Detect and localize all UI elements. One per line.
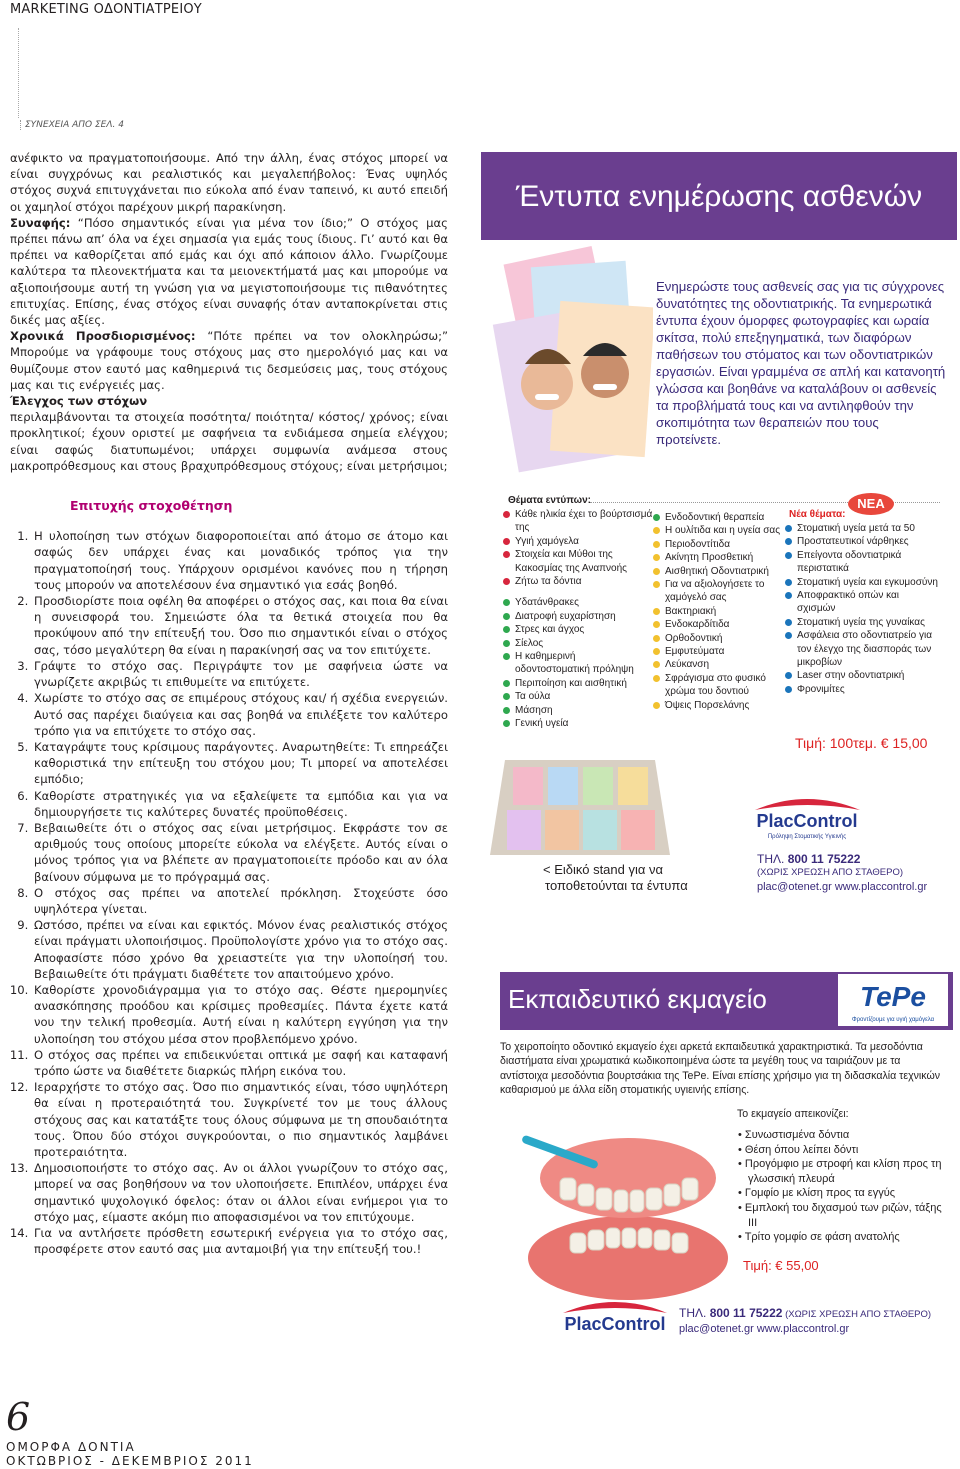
stand-photo	[485, 755, 675, 860]
brand-name: TePe	[860, 981, 926, 1012]
control-text: περιλαμβάνονται τα στοιχεία ποσότητα/ ποιότητα/ κόστος/ χρόνος; είναι προκλητικοί; έχουν οριστεί με σαφήνεια τα ενδιάμεσα σημεία ελέγχου; είναι σαφώς διατυπωμένοι; υπάρχει συμφωνία ανάμεσα στους μακροπρόθεσμους και στους βραχυπρόθεσμους στόχους; είναι μετρήσιμοι;	[10, 410, 448, 473]
ad1-price: Τιμή: 100τεμ. € 15,00	[795, 735, 928, 751]
topic-item: Για να αξιολογήσετε το χαμόγελό σας	[653, 578, 781, 605]
timebound-text: “Πότε πρέπει να τον ολοκληρώσω;” Μπορούμε να γράφουμε τους στόχους μας στο ημερολόγιό μας και να θυμίζουμε στον εαυτό μας καθημερινά τις δεσμεύσεις μας, τους στόχους μας και τις ενέργειές μας.	[10, 329, 448, 392]
topic-item: Ενδοδοντική θεραπεία	[653, 511, 781, 524]
step-item: 2. Προσδιορίστε ποια οφέλη θα αποφέρει ο στόχος σας, και ποια θα είναι η συνεισφορά του. Σημειώστε όλα τα θετικά στοιχεία που θα προκύψουν από την επίτευξή του. Όσο πιο σημαντικόι είναι ο στόχος σας, τόσο μεγαλύτερη θα είναι η παρακίνησή σας να τον επιτύχετε.	[32, 593, 448, 658]
continued-note: ΣΥΝΕΧΕΙΑ ΑΠΟ ΣΕΛ. 4	[20, 120, 124, 130]
topic-item: Ακίνητη Προσθετική	[653, 551, 781, 564]
logo-subtext: Πρόληψη Στοματικής Υγιεινής	[767, 834, 847, 840]
feature-item: • Γομφίο με κλίση προς τα εγγύς	[738, 1187, 896, 1200]
topic-item: Σίελος	[503, 637, 653, 650]
brochures-photo	[485, 244, 653, 480]
step-item: 1. Η υλοποίηση των στόχων διαφοροποιείται από άτομο σε άτομο και σαφώς δεν υπάρχει ένας και μοναδικός τρόπος για την πραγματοποίησή τους. Υπάρχουν ορισμένοι κανόνες που η τήρηση τους μπορούν να αποτελέσουν ένα σημαντικό για εσάς βοηθό.	[32, 528, 448, 593]
relevance-text: “Πόσο σημαντικός είναι για μένα τον ίδιο;” Ο στόχος μας πρέπει πάνω απ’ όλα να έχει σημασία για εμάς τους ίδιους. Γι’ αυτό και θα πρέπει να καθορίζεται από εμάς και όχι από κάποιον άλλο. Γνωρίζουμε καλύτερα τα πλεονεκτήματα και τα μειονεκτήματά μας και μπορούμε να αξιοποιήσουμε αυτή τη γνώση για να μεγιστοποιήσουμε τις πιθανότητες επιτυχίας. Επίσης, ένας στόχος είναι συναφής όταν ανταποκρίνεται στις δικές μας αξίες.	[10, 215, 448, 328]
relevance-paragraph	[10, 215, 448, 328]
tepe-logo	[838, 974, 948, 1026]
ad2-price: Τιμή: € 55,00	[743, 1258, 819, 1273]
topic-item: Ορθοδοντική	[653, 632, 781, 645]
steps-list	[10, 528, 448, 1257]
phone-note: (ΧΩΡΙΣ ΧΡΕΩΣΗ ΑΠΟ ΣΤΑΘΕΡΟ)	[782, 1309, 932, 1320]
topic-item: Φρονιμίτες	[785, 683, 940, 696]
article-intro: ανέφικτο να πραγματοποιήσουμε. Από την άλλη, ένας στόχος μπορεί να είναι συγχρόνως και ρεαλιστικός και μεγαλεπήβολος: Ένας υψηλός στόχος συχνά επιτυγχάνεται πιο εύκολα από έναν ταπεινό, κι αυτό επειδή οι χαμηλοί στόχοι παρέχουν μικρή παρακίνηση.	[10, 151, 448, 214]
placcontrol-logo	[555, 1295, 675, 1347]
topic-item: Διατροφή ευχαρίστηση	[503, 610, 653, 623]
topic-item: Βακτηριακή	[653, 605, 781, 618]
topic-item: Σφράγισμα στο φυσικό χρώμα του δοντιού	[653, 672, 781, 699]
placcontrol-logo	[745, 792, 870, 844]
topic-item: Λεύκανση	[653, 658, 781, 671]
timebound-label: Χρονικά Προσδιορισμένος:	[10, 329, 196, 344]
topic-item: Laser στην οδοντιατρική	[785, 669, 940, 682]
phone-label: ΤΗΛ.	[679, 1306, 710, 1320]
brand-tagline: Φροντίζουμε για υγιή χαμόγελα	[851, 1017, 935, 1023]
step-item: 7. Βεβαιωθείτε ότι ο στόχος σας είναι μετρήσιμος. Εκφράστε τον σε αριθμούς τους οποίους μπορείτε εύκολα να ελέγξετε. Αυτός είναι ο μόνος τρόπος για να βλέπετε αν πραγματοποιείτε πρόοδο και αν όλα βαίνουν σύμφωνα με το πρόγραμμά σας.	[32, 820, 448, 885]
step-item: 12. Ιεραρχήστε το στόχο σας. Όσο πιο σημαντικός είναι, τόσο υψηλότερη θα είναι η προτεραιότητά του. Συγκρίνετέ τον με τους άλλους στόχους σας και κατατάξτε τους όλους σύμφωνα με τη σπουδαιότητα τους. Όπου δύο στόχοι συγκρούονται, ο πιο σημαντικός λαμβάνει προτεραιότητα.	[32, 1079, 448, 1160]
topics-column-1	[503, 508, 653, 731]
feature-item: • Προγόμφιο με στροφή και κλίση προς τη γλωσσική πλευρά	[738, 1158, 942, 1185]
topic-item: Μάσηση	[503, 704, 653, 717]
new-topics-title: Νέα θέματα:	[789, 509, 846, 520]
topics-column-3	[785, 522, 940, 696]
goal-heading: Επιτυχής στοχοθέτηση	[70, 498, 233, 514]
stand-caption-line: < Ειδικό stand για να	[543, 862, 664, 877]
topic-item: Όψεις Πορσελάνης	[653, 699, 781, 712]
feature-item: • Θέση όπου λείπει δόντι	[738, 1143, 859, 1156]
step-item: 3. Γράψτε το στόχο σας. Περιγράψτε τον με σαφήνεια ώστε να γνωρίζετε ακριβώς τι επιθυμείτε να επιτύχετε.	[32, 658, 448, 690]
stand-caption	[543, 862, 688, 894]
topic-item: Επείγοντα οδοντιατρικά περιστατικά	[785, 549, 940, 576]
phone-number: 800 11 75222	[709, 1306, 783, 1320]
phone-line	[679, 1306, 931, 1322]
step-item: 10. Καθορίστε χρονοδιάγραμμα για το στόχο σας. Θέστε ημερομηνίες ανασκόπησης προόδου και κρίσιμες προθεσμίες. Πάντα έχετε κατά νου την τελική προθεσμία. Αυτή είναι η καλύτερη εγγύηση για την υλοποίηση του στόχου μέσα στον προβλεπόμενο χρόνο.	[32, 982, 448, 1047]
step-item: 11. Ο στόχος σας πρέπει να επιδεικνύεται οπτικά με σαφή και καταφανή τρόπο ώστε να διαθέτετε διαρκώς πλήρη εικόνα του.	[32, 1047, 448, 1079]
step-item: 6. Καθορίστε στρατηγικές για να εξαλείψετε τα εμπόδια και για να δημιουργήσετε τις καλύτερες δυνατές προϋποθέσεις.	[32, 788, 448, 820]
topic-item: Η ουλίτιδα και η υγεία σας	[653, 524, 781, 537]
topic-item: Αισθητική Οδοντιατρική	[653, 565, 781, 578]
control-heading: Έλεγχος των στόχων	[10, 394, 148, 409]
email-web: plac@otenet.gr www.placcontrol.gr	[679, 1323, 850, 1335]
article-body	[10, 150, 448, 1257]
ad1-contact	[757, 852, 927, 894]
dotted-rule	[18, 28, 20, 118]
step-item: 8. Ο στόχος σας πρέπει να αποτελεί πρόκληση. Στοχεύστε όσο υψηλότερα γίνεται.	[32, 885, 448, 917]
new-badge: ΝΕΑ	[848, 493, 894, 515]
timebound-paragraph	[10, 328, 448, 393]
ad2-features	[738, 1128, 943, 1245]
topic-item: Γενική υγεία	[503, 717, 653, 730]
topics-column-2	[653, 511, 781, 712]
ad1-title: Έντυπα ενημέρωσης ασθενών	[515, 180, 923, 213]
step-item: 13. Δημοσιοποιήστε το στόχο σας. Αν οι άλλοι γνωρίζουν το στόχο σας, μπορεί να σας βοηθήσουν να τον υλοποιήσετε. Επιπλέον, υπάρχει ένα σημαντικό ψυχολογικό όφελος: όταν οι άλλοι είναι ενήμεροι για το στόχο μας, είμαστε ακόμη πιο αποφασισμένοι να τον επιτύχουμε.	[32, 1160, 448, 1225]
topic-item: Προστατευτικοί νάρθηκες	[785, 535, 940, 548]
list-gap	[503, 588, 653, 596]
topic-item: Στοματική υγεία μετά τα 50	[785, 522, 940, 535]
topic-item: Περιποίηση και αισθητική	[503, 677, 653, 690]
ad2-description: Το χειροποίητο οδοντικό εκμαγείο έχει αρκετά εκπαιδευτικά χαρακτηριστικά. Τα μεσοδόντια διαστήματα είναι χρωματικά κωδικοποιημένα ώστε τα μεγέθη τους να ταιριάζουν με τα αντίστοιχα μεσοδόντια βουρτσάκια της TePe. Είναι επίσης χρήσιμο για τη διδασκαλία τεχνικών καθαρισμού με άλλα είδη στοματικής υγιεινής επίσης.	[500, 1041, 941, 1097]
topic-item: Υδατάνθρακες	[503, 596, 653, 609]
topic-item: Ζήτω τα δόντια	[503, 575, 653, 588]
topic-item: Η καθημερινή οδοντοστοματική πρόληψη	[503, 650, 653, 677]
relevance-label: Συναφής:	[10, 215, 71, 230]
topic-item: Υγιή χαμόγελα	[503, 535, 653, 548]
feature-item: • Συνωστισμένα δόντια	[738, 1129, 850, 1141]
ad1-description: Ενημερώστε τους ασθενείς σας για τις σύγχρονες δυνατότητες της οδοντιατρικής. Τα ενημερωτικά έντυπα έχουν όμορφες φωτογραφίες και ωραία σκίτσα, πολύ επεξηγηματικά, των διαφόρων παθήσεων του στόματος και των οδοντιατρικών εργασιών. Είναι γραμμένα σε απλή και κατανοητή γλώσσα και βοηθάνε να καταλάβουν οι ασθενείς τα προβλήματά τους και να αντιληφθούν την σκοπιμότητα των θεραπειών που τους προτείνετε.	[656, 279, 946, 447]
phone-note: (ΧΩΡΙΣ ΧΡΕΩΣΗ ΑΠΟ ΣΤΑΘΕΡΟ)	[757, 867, 903, 878]
feature-item: • Εμπλοκή του διχασμού των ριζών, τάξης III	[738, 1201, 942, 1229]
topic-item: Ασφάλεια στο οδοντιατρείο για τον έλεγχο της διασποράς των μικροβίων	[785, 629, 940, 669]
step-item: 5. Καταγράψτε τους κρίσιμους παράγοντες. Αναρωτηθείτε: Τι επηρεάζει καθοριστικά την επίτευξη του στόχου μου; Τι μπορεί να αποτελέσει εμπόδιο;	[32, 739, 448, 788]
topic-item: Στοματική υγεία και εγκυμοσύνη	[785, 576, 940, 589]
phone-number: 800 11 75222	[787, 852, 861, 866]
section-header: MARKETING ΟΔΟΝΤΙΑΤΡΕΙΟΥ	[10, 2, 202, 17]
ad2-showing-label: Το εκμαγείο απεικονίζει:	[737, 1108, 849, 1120]
topic-item: Περιοδοντίτιδα	[653, 538, 781, 551]
topic-item: Αποφρακτικό οπών και σχισμών	[785, 589, 940, 616]
logo-text: PlacControl	[564, 1314, 666, 1334]
page-number: 6	[6, 1395, 31, 1439]
topic-item: Στοιχεία και Μύθοι της Κακοσμίας της Αναπνοής	[503, 548, 653, 575]
step-item: 9. Ωστόσο, πρέπει να είναι και εφικτός. Μόνον ένας ρεαλιστικός στόχος είναι πράγματι υλοποιήσιμος. Προϋπολογίστε χρόνο για το στόχο σας. Αποφασίστε πόσο χρόνο θα χρειαστείτε για την υλοποίησή του. Βεβαιωθείτε ότι πράγματι διαθέτετε τον απαιτούμενο χρόνο.	[32, 917, 448, 982]
topic-item: Ενδοκαρδίτιδα	[653, 618, 781, 631]
ad2-title: Εκπαιδευτικό εκμαγείο	[508, 984, 767, 1014]
feature-item: • Τρίτο γομφίο σε φάση ανατολής	[738, 1231, 900, 1244]
topic-item: Κάθε ηλικία έχει το βούρτσισμά της	[503, 508, 653, 535]
topic-item: Εμφυτεύματα	[653, 645, 781, 658]
issue-date: ΟΚΤΩΒΡΙΟΣ - ΔΕΚΕΜΒΡΙΟΣ 2011	[6, 1454, 254, 1468]
dental-model-photo	[520, 1108, 735, 1308]
magazine-name: ΟΜΟΡΦΑ ΔΟΝΤΙΑ	[6, 1440, 136, 1454]
topics-title: Θέματα εντύπων:	[508, 495, 591, 506]
step-item: 4. Χωρίστε το στόχο σας σε επιμέρους στόχους και/ ή σχέδια ενεργειών. Αυτό σας παρέχει διαύγεια και σας βοηθά να επιλέξετε τον καλύτερο τρόπο για να επιτύχετε το στόχο σας.	[32, 690, 448, 739]
topic-item: Τα ούλα	[503, 690, 653, 703]
phone-label: ΤΗΛ.	[757, 852, 788, 866]
logo-text: PlacControl	[756, 811, 858, 831]
topic-item: Στοματική υγεία της γυναίκας	[785, 616, 940, 629]
step-item: 14. Για να αντλήσετε πρόσθετη εσωτερική ενέργεια για το στόχο σας, προσφέρετε στον εαυτό σας μια ανταμοιβή για την επίτευξή του.!	[32, 1225, 448, 1257]
topic-item: Στρες και άγχος	[503, 623, 653, 636]
phone-line	[757, 852, 927, 866]
stand-caption-line: τοποθετούνται τα έντυπα	[545, 878, 688, 893]
email-web: plac@otenet.gr www.placcontrol.gr	[757, 881, 928, 893]
ad2-contact	[679, 1306, 931, 1336]
